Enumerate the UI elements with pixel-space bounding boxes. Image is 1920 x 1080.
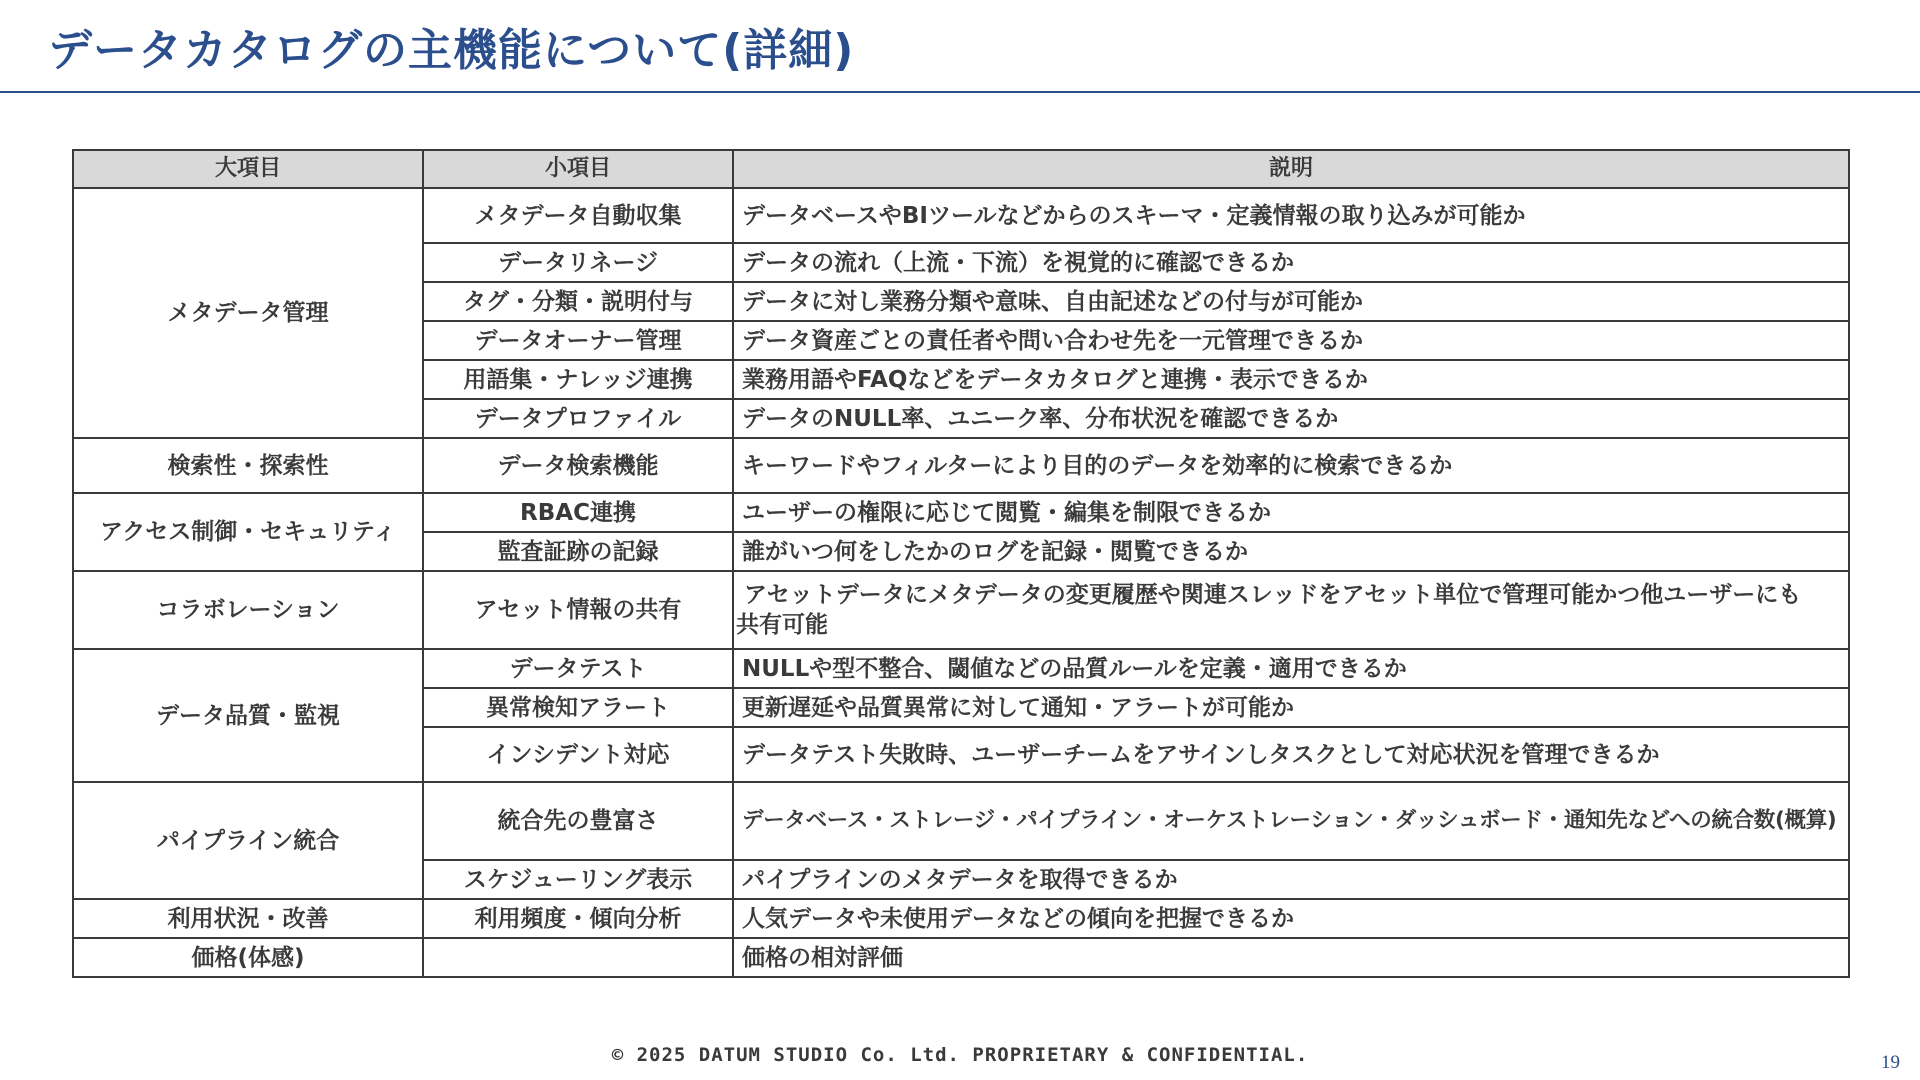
description-cell: データテスト失敗時、ユーザーチームをアサインしタスクとして対応状況を管理できるか bbox=[733, 727, 1849, 782]
description-cell: データベースやBIツールなどからのスキーマ・定義情報の取り込みが可能か bbox=[733, 188, 1849, 243]
table-row bbox=[73, 571, 1849, 649]
description-cell: キーワードやフィルターにより目的のデータを効率的に検索できるか bbox=[733, 438, 1849, 493]
sub-category-cell: データ検索機能 bbox=[423, 438, 733, 493]
sub-category-cell: データプロファイル bbox=[423, 399, 733, 438]
major-category-cell: アクセス制御・セキュリティ bbox=[73, 493, 423, 571]
copyright-footer: © 2025 DATUM STUDIO Co. Ltd. PROPRIETARY & CONFIDENTIAL. bbox=[611, 1044, 1309, 1066]
sub-category-cell: メタデータ自動収集 bbox=[423, 188, 733, 243]
major-category-cell: コラボレーション bbox=[73, 571, 423, 649]
description-cell: パイプラインのメタデータを取得できるか bbox=[733, 860, 1849, 899]
sub-category-cell: 異常検知アラート bbox=[423, 688, 733, 727]
table-row bbox=[73, 188, 1849, 243]
major-category-cell: 価格(体感) bbox=[73, 938, 423, 977]
description-cell: 人気データや未使用データなどの傾向を把握できるか bbox=[733, 899, 1849, 938]
sub-category-cell: インシデント対応 bbox=[423, 727, 733, 782]
sub-category-cell: 利用頻度・傾向分析 bbox=[423, 899, 733, 938]
description-cell: データベース・ストレージ・パイプライン・オーケストレーション・ダッシュボード・通知先などへの統合数(概算) bbox=[733, 782, 1849, 860]
major-category-cell: 利用状況・改善 bbox=[73, 899, 423, 938]
major-category-cell: パイプライン統合 bbox=[73, 782, 423, 899]
description-cell: NULLや型不整合、閾値などの品質ルールを定義・適用できるか bbox=[733, 649, 1849, 688]
table-row bbox=[73, 493, 1849, 532]
description-cell bbox=[733, 571, 1849, 649]
title-divider bbox=[0, 91, 1920, 93]
feature-table bbox=[72, 149, 1850, 978]
major-category-cell: メタデータ管理 bbox=[73, 188, 423, 438]
sub-category-cell: 統合先の豊富さ bbox=[423, 782, 733, 860]
sub-category-cell: RBAC連携 bbox=[423, 493, 733, 532]
major-category-cell: 検索性・探索性 bbox=[73, 438, 423, 493]
description-cell: 業務用語やFAQなどをデータカタログと連携・表示できるか bbox=[733, 360, 1849, 399]
page-title: データカタログの主機能について(詳細) bbox=[48, 25, 855, 76]
sub-category-cell: データテスト bbox=[423, 649, 733, 688]
description-cell: 価格の相対評価 bbox=[733, 938, 1849, 977]
description-cell: データ資産ごとの責任者や問い合わせ先を一元管理できるか bbox=[733, 321, 1849, 360]
sub-category-cell bbox=[423, 938, 733, 977]
table-row bbox=[73, 899, 1849, 938]
description-cell: データに対し業務分類や意味、自由記述などの付与が可能か bbox=[733, 282, 1849, 321]
page-number: 19 bbox=[1881, 1052, 1900, 1073]
description-line: アセットデータにメタデータの変更履歴や関連スレッドをアセット単位で管理可能かつ他ユーザーにも bbox=[744, 582, 1802, 608]
sub-category-cell: 用語集・ナレッジ連携 bbox=[423, 360, 733, 399]
table-header-row bbox=[73, 150, 1849, 188]
description-cell: ユーザーの権限に応じて閲覧・編集を制限できるか bbox=[733, 493, 1849, 532]
header-description: 説明 bbox=[733, 150, 1849, 188]
table-row bbox=[73, 938, 1849, 977]
description-line: 共有可能 bbox=[736, 612, 828, 638]
sub-category-cell: 監査証跡の記録 bbox=[423, 532, 733, 571]
sub-category-cell: アセット情報の共有 bbox=[423, 571, 733, 649]
sub-category-cell: データリネージ bbox=[423, 243, 733, 282]
major-category-cell: データ品質・監視 bbox=[73, 649, 423, 782]
description-cell: データの流れ（上流・下流）を視覚的に確認できるか bbox=[733, 243, 1849, 282]
header-sub-category: 小項目 bbox=[423, 150, 733, 188]
table-row bbox=[73, 782, 1849, 860]
sub-category-cell: データオーナー管理 bbox=[423, 321, 733, 360]
table-row bbox=[73, 649, 1849, 688]
description-cell: 更新遅延や品質異常に対して通知・アラートが可能か bbox=[733, 688, 1849, 727]
description-cell: 誰がいつ何をしたかのログを記録・閲覧できるか bbox=[733, 532, 1849, 571]
sub-category-cell: スケジューリング表示 bbox=[423, 860, 733, 899]
table-row bbox=[73, 438, 1849, 493]
sub-category-cell: タグ・分類・説明付与 bbox=[423, 282, 733, 321]
header-major-category: 大項目 bbox=[73, 150, 423, 188]
description-cell: データのNULL率、ユニーク率、分布状況を確認できるか bbox=[733, 399, 1849, 438]
